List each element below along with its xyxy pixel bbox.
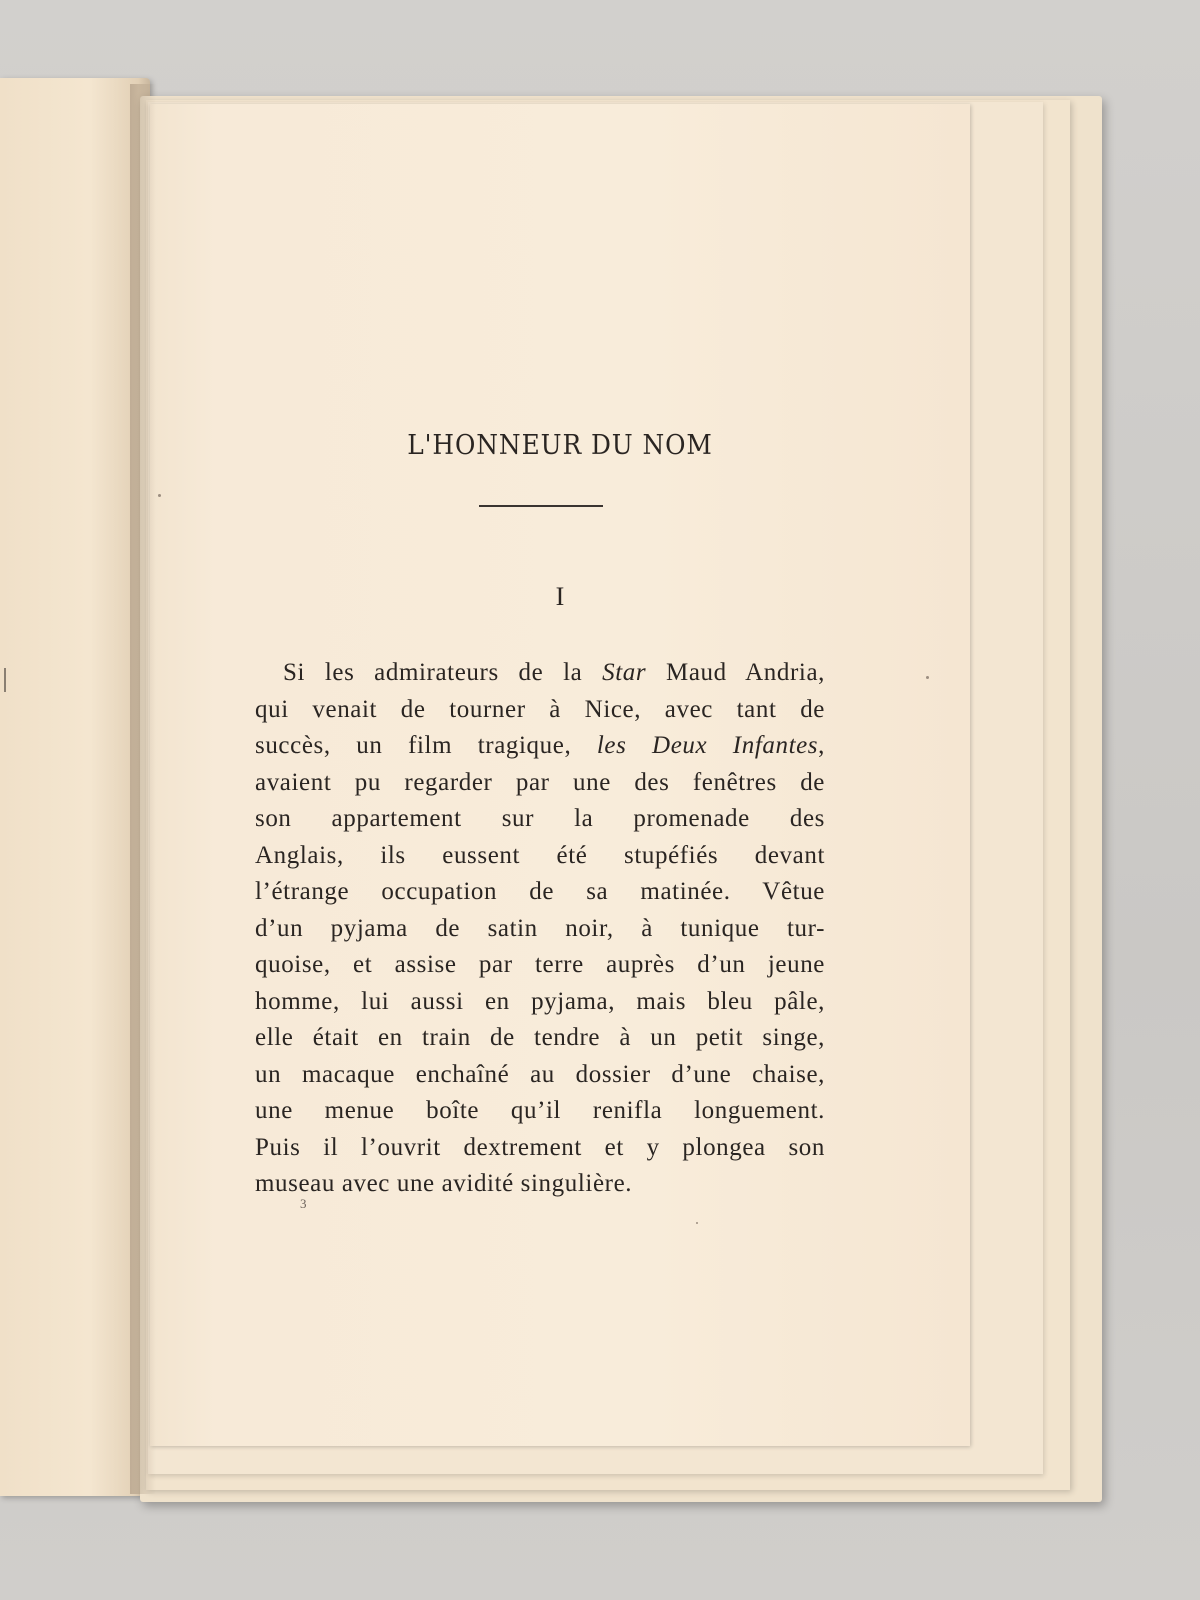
text-segment: avaient pu regarder par une des fenêtres de <box>255 768 825 796</box>
text-segment: homme, lui aussi en pyjama, mais bleu pâle, <box>255 987 825 1015</box>
text-line <box>255 801 825 838</box>
text-segment: d’un pyjama de satin noir, à tunique tur- <box>255 914 825 942</box>
text-line <box>255 1166 825 1203</box>
text-line <box>255 728 825 765</box>
text-segment: son appartement sur la promenade des <box>255 805 825 832</box>
text-segment: l’étrange occupation de sa matinée. Vêtue <box>255 878 825 905</box>
italic-text: les Deux Infantes <box>596 732 819 759</box>
chapter-number: I <box>555 582 565 611</box>
text-line <box>255 947 825 984</box>
left-page-margin-mark <box>4 668 6 692</box>
title-rule <box>479 505 603 507</box>
text-segment: qui venait de tourner à Nice, avec tant de <box>255 695 825 723</box>
text-segment: elle était en train de tendre à un petit singe, <box>255 1024 825 1051</box>
text-line <box>255 1057 825 1094</box>
italic-text: Star <box>602 659 647 686</box>
text-line <box>255 1020 825 1057</box>
text-line <box>255 692 825 729</box>
text-line <box>255 1130 825 1167</box>
text-line <box>255 765 825 802</box>
text-segment: Si les admirateurs de la <box>283 659 603 686</box>
text-segment: Anglais, ils eussent été stupéfiés devant <box>255 841 825 869</box>
text-line <box>255 911 825 948</box>
text-line <box>255 874 825 911</box>
text-segment: Maud Andria, <box>646 659 826 686</box>
text-segment: Puis il l’ouvrit dextrement et y plongea son <box>255 1133 825 1161</box>
text-segment: succès, un film tragique, <box>255 732 597 759</box>
text-line <box>255 655 825 692</box>
body-text <box>255 655 825 1203</box>
paper-speck <box>158 494 161 497</box>
text-segment: un macaque enchaîné au dossier d’une chaise, <box>255 1060 825 1088</box>
text-segment: quoise, et assise par terre auprès d’un jeune <box>255 951 825 978</box>
text-segment: museau avec une avidité singulière. <box>255 1170 633 1197</box>
text-segment: , <box>818 732 825 759</box>
text-line <box>255 1093 825 1130</box>
left-page <box>0 78 150 1496</box>
page-title: L'HONNEUR DU NOM <box>407 430 713 461</box>
paper-speck <box>926 676 929 679</box>
text-line <box>255 984 825 1021</box>
paper-speck <box>696 1222 698 1224</box>
text-line <box>255 838 825 875</box>
gutter-shadow <box>130 84 156 1494</box>
text-segment: une menue boîte qu’il renifla longuement. <box>255 1097 825 1124</box>
page-number: 3 <box>300 1196 307 1211</box>
